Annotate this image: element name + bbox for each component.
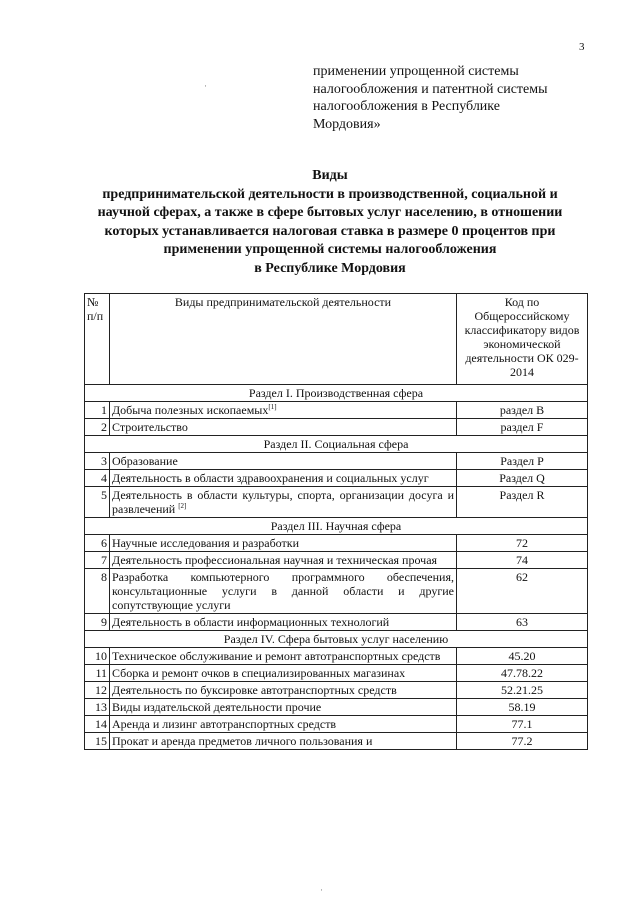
- okved-code: раздел F: [457, 419, 588, 436]
- activity-name: Научные исследования и разработки: [112, 536, 300, 550]
- activity-name-cell: [110, 419, 457, 436]
- document-title: [60, 167, 600, 278]
- activity-name-cell: [110, 699, 457, 716]
- header-line: Мордовия»: [313, 116, 381, 132]
- section-title: Раздел II. Социальная сфера: [85, 436, 588, 453]
- activity-name: Прокат и аренда предметов личного пользования и: [112, 734, 373, 748]
- activity-name-cell: [110, 648, 457, 665]
- scan-speck: ·: [204, 81, 207, 91]
- header-line: применении упрощенной системы: [313, 64, 519, 79]
- scan-speck: ·: [320, 885, 323, 895]
- okved-code: 62: [457, 569, 588, 614]
- table-row: [85, 716, 588, 733]
- header-num: № п/п: [85, 294, 110, 385]
- activity-name: Добыча полезных ископаемых: [112, 403, 269, 417]
- activity-name: Сборка и ремонт очков в специализированных магазинах: [112, 666, 406, 680]
- activity-name: Образование: [112, 454, 178, 468]
- activity-name: Техническое обслуживание и ремонт автотранспортных средств: [112, 649, 441, 663]
- header-line: налогообложения в Республике: [313, 99, 500, 114]
- table-row: [85, 535, 588, 552]
- row-number: 8: [85, 569, 110, 614]
- table-row: [85, 699, 588, 716]
- activity-name-cell: [110, 402, 457, 419]
- table-row: [85, 648, 588, 665]
- table-row: [85, 614, 588, 631]
- activity-name-cell: [110, 470, 457, 487]
- table-row: [85, 402, 588, 419]
- table-row: [85, 453, 588, 470]
- table-body: [85, 385, 588, 750]
- section-row: [85, 436, 588, 453]
- title-line: которых устанавливается налоговая ставка в размере 0 процентов при: [104, 223, 556, 239]
- activity-name-cell: [110, 614, 457, 631]
- footnote-ref: [1]: [268, 403, 277, 411]
- header-activity: Виды предпринимательской деятельности: [110, 294, 457, 385]
- row-number: 7: [85, 552, 110, 569]
- okved-code: 77.2: [457, 733, 588, 750]
- row-number: 13: [85, 699, 110, 716]
- activity-name: Аренда и лизинг автотранспортных средств: [112, 717, 337, 731]
- row-number: 14: [85, 716, 110, 733]
- row-number: 9: [85, 614, 110, 631]
- table-row: [85, 487, 588, 518]
- title-line: в Республике Мордовия: [254, 260, 406, 276]
- activity-name: Деятельность в области информационных технологий: [112, 615, 390, 629]
- row-number: 5: [85, 487, 110, 518]
- activity-name: Строительство: [112, 420, 188, 434]
- okved-code: 45.20: [457, 648, 588, 665]
- activity-name: Деятельность в области культуры, спорта, организации досуга и развлечений: [112, 488, 454, 516]
- title-line: предпринимательской деятельности в производственной, социальной и: [102, 186, 558, 202]
- table-row: [85, 552, 588, 569]
- activity-name-cell: [110, 733, 457, 750]
- okved-code: 47.78.22: [457, 665, 588, 682]
- table-row: [85, 569, 588, 614]
- row-number: 6: [85, 535, 110, 552]
- row-number: 15: [85, 733, 110, 750]
- okved-code: Раздел P: [457, 453, 588, 470]
- table-header-row: [85, 294, 588, 385]
- header-okved-code: Код по Общероссийскому классификатору видов экономической деятельности ОК 029-2014: [457, 294, 588, 385]
- activity-name: Деятельность по буксировке автотранспортных средств: [112, 683, 397, 697]
- footnote-ref: [2]: [178, 502, 187, 510]
- row-number: 10: [85, 648, 110, 665]
- activity-name-cell: [110, 716, 457, 733]
- activity-name-cell: [110, 665, 457, 682]
- section-title: Раздел IV. Сфера бытовых услуг населению: [85, 631, 588, 648]
- title-line: научной сферах, а также в сфере бытовых услуг населению, в отношении: [97, 205, 563, 220]
- table-row: [85, 682, 588, 699]
- title-line: Виды: [312, 168, 348, 183]
- row-number: 3: [85, 453, 110, 470]
- activity-name: Виды издательской деятельности прочие: [112, 700, 322, 714]
- okved-code: 52.21.25: [457, 682, 588, 699]
- row-number: 2: [85, 419, 110, 436]
- okved-code: 77.1: [457, 716, 588, 733]
- okved-code: 58.19: [457, 699, 588, 716]
- activity-name-cell: [110, 569, 457, 614]
- row-number: 4: [85, 470, 110, 487]
- section-row: [85, 385, 588, 402]
- table-row: [85, 665, 588, 682]
- row-number: 11: [85, 665, 110, 682]
- row-number: 1: [85, 402, 110, 419]
- okved-code: Раздел Q: [457, 470, 588, 487]
- table-row: [85, 733, 588, 750]
- okved-code: 72: [457, 535, 588, 552]
- activity-name-cell: [110, 487, 457, 518]
- section-title: Раздел III. Научная сфера: [85, 518, 588, 535]
- activity-name-cell: [110, 453, 457, 470]
- section-row: [85, 631, 588, 648]
- activities-table: [84, 293, 588, 750]
- okved-code: 63: [457, 614, 588, 631]
- activity-name-cell: [110, 535, 457, 552]
- okved-code: раздел B: [457, 402, 588, 419]
- page-number: 3: [579, 41, 585, 53]
- section-row: [85, 518, 588, 535]
- header-line: налогообложения и патентной системы: [313, 81, 548, 97]
- table-row: [85, 470, 588, 487]
- okved-code: 74: [457, 552, 588, 569]
- activity-name: Разработка компьютерного программного обеспечения, консультационные услуги в данной области и другие сопутствующие услуги: [112, 570, 454, 612]
- section-title: Раздел I. Производственная сфера: [85, 385, 588, 402]
- activity-name-cell: [110, 682, 457, 699]
- okved-code: Раздел R: [457, 487, 588, 518]
- activity-name: Деятельность в области здравоохранения и социальных услуг: [112, 471, 429, 485]
- activity-name-cell: [110, 552, 457, 569]
- table-row: [85, 419, 588, 436]
- title-line: применении упрощенной системы налогообложения: [163, 242, 497, 257]
- row-number: 12: [85, 682, 110, 699]
- header-reference: [313, 63, 593, 133]
- activity-name: Деятельность профессиональная научная и техническая прочая: [112, 553, 438, 567]
